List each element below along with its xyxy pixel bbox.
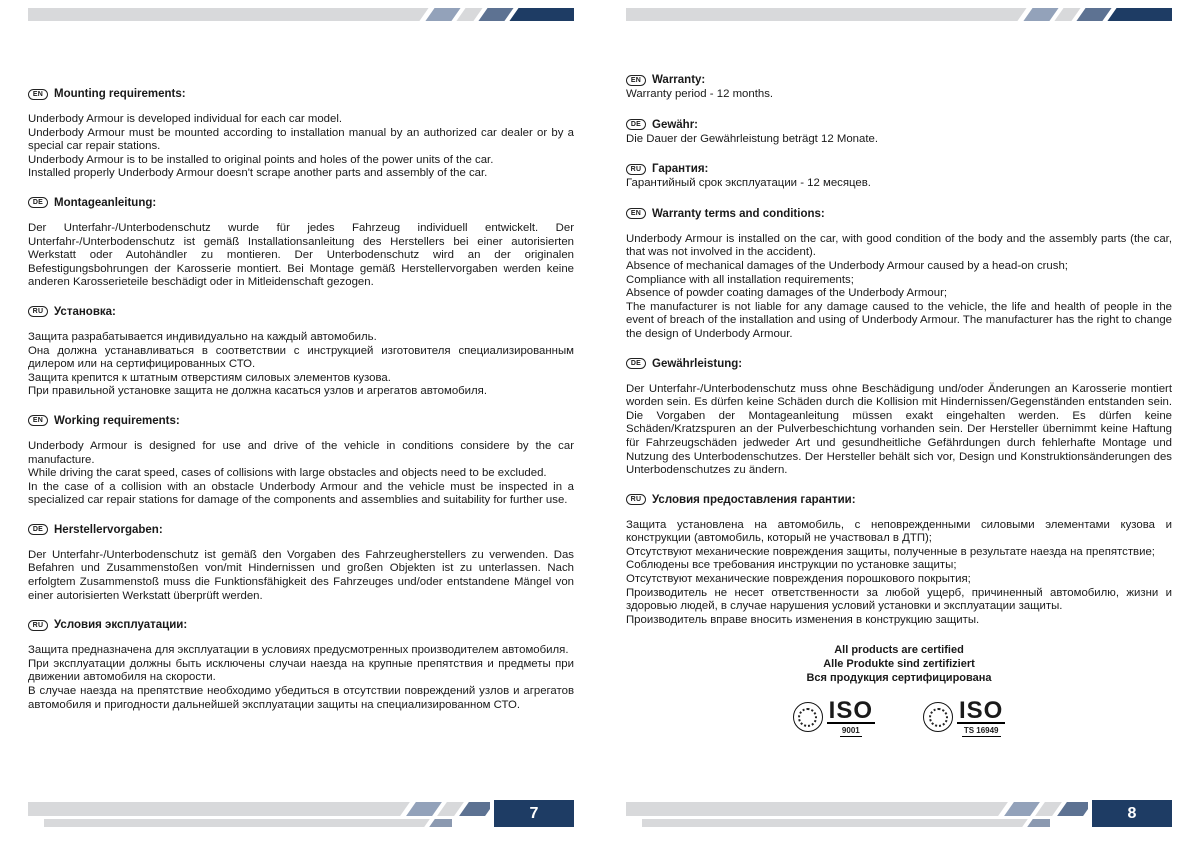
doc-section	[28, 524, 574, 603]
section-heading	[626, 358, 1172, 370]
section-title: Условия эксплуатации:	[54, 619, 188, 632]
doc-section	[626, 163, 1172, 191]
paragraph: In the case of a collision with an obstacle Underbody Armour and the vehicle must be inspected in a specialized car repair stations for damage of the components and assemblies and suitability for further use.	[28, 480, 574, 507]
header-stripe-bar	[626, 8, 1172, 21]
paragraph: При правильной установке защита не должна касаться узлов и агрегатов автомобиля.	[28, 385, 488, 398]
language-badge: DE	[28, 197, 48, 208]
doc-section	[626, 74, 1172, 102]
language-badge: RU	[626, 164, 646, 175]
page-number: 8	[1092, 800, 1172, 827]
iso-stamp-icon	[793, 702, 823, 732]
stripe-segment	[459, 802, 490, 816]
section-title: Warranty:	[652, 74, 706, 86]
paragraph: Der Unterfahr-/Unterbodenschutz muss ohne Beschädigung und/oder Änderungen an Karosserie montiert worden sein. Es dürfen keine Schäden durch die Kollision mit Hindernissen/Gegenständen entstanden sein. Die Vorgaben der Montageanleitung müssen exakt eingehalten werden. Es dürfen keine Schäden/Kratzspuren an der Pulverbeschichtung vorhanden sein. Der Hersteller übernimmt keine Haftung für Fahrzeugschäden jedweder Art und gesundheitliche Gefährdungen durch fehlerhafte Montage und Nutzung des Unterbodenschutzes. Der Hersteller behält sich vor, Design und Konstruktionsänderungen des Unterbodenschutzes zu ändern.	[626, 382, 1172, 477]
page-footer	[626, 800, 1172, 828]
section-title: Montageanleitung:	[54, 196, 157, 209]
doc-section	[626, 208, 1172, 342]
section-heading	[626, 163, 1172, 175]
stripe-segment	[28, 802, 410, 816]
iso-stamp-ring	[929, 708, 948, 727]
section-heading	[626, 208, 1172, 220]
section-heading	[626, 494, 1172, 506]
doc-section	[28, 197, 574, 290]
paragraph: Underbody Armour must be mounted according to installation manual by an authorized car dealer or by a special car repair stations.	[28, 126, 574, 153]
paragraph: Производитель вправе вносить изменения в конструкцию защиты.	[626, 613, 980, 626]
iso-mark	[957, 699, 1005, 737]
paragraph: Гарантийный срок эксплуатации - 12 месяцев.	[626, 177, 871, 190]
iso-subtitle: TS 16949	[963, 726, 999, 736]
section-heading	[28, 306, 574, 318]
stripe-segment	[642, 819, 1028, 827]
section-title: Warranty terms and conditions:	[652, 207, 825, 220]
section-heading	[28, 197, 574, 209]
paragraph: Der Unterfahr-/Unterbodenschutz wurde für jedes Fahrzeug individuell entwickelt. Der Unterfahr-/Unterbodenschutz ist gemäß Installationsanleitung des Herstellers bei einer autorisierten Werkstatt oder Autohändler zu montieren. Der Unterbodenschutz wird an der originalen Befestigungsbohrungen der Karosserie montiert. Bei Montage gemäß Herstellervorgaben werden keine anderen Karosserieteile beschädigt oder in Mitleidenschaft gezogen.	[28, 221, 574, 289]
section-title: Working requirements:	[54, 414, 180, 427]
section-title: Mounting requirements:	[54, 88, 186, 100]
stripe-segment	[1057, 802, 1088, 816]
language-badge: DE	[626, 358, 646, 369]
iso-logos	[626, 699, 1172, 737]
stripe-segment	[478, 8, 513, 21]
paragraph: Underbody Armour is designed for use and drive of the vehicle in conditions considere by the car manufacture.	[28, 439, 574, 466]
paragraph: Underbody Armour is developed individual for each car model.	[28, 113, 343, 125]
certification-line: All products are certified	[834, 644, 964, 657]
stripe-segment	[626, 8, 1027, 21]
paragraph: Underbody Armour is to be installed to original points and holes of the power units of the car.	[28, 153, 494, 166]
certification-block	[626, 643, 1172, 737]
section-heading	[28, 524, 574, 536]
paragraph: Die Dauer der Gewährleistung beträgt 12 Monate.	[626, 132, 879, 145]
page-number: 7	[494, 800, 574, 827]
language-badge: DE	[28, 524, 48, 535]
page-content	[626, 74, 1172, 737]
page-7	[28, 0, 574, 848]
paragraph: While driving the carat speed, cases of collisions with large obstacles and objects need to be excluded.	[28, 467, 547, 480]
footer-stripe-bar	[28, 802, 490, 816]
paragraph: Underbody Armour is installed on the car, with good condition of the body and the assembly parts (the car, that was not involved in the accident).	[626, 232, 1172, 259]
footer-substripe-bar	[642, 819, 1050, 827]
section-title: Гарантия:	[652, 163, 709, 176]
stripe-segment	[1027, 819, 1050, 827]
stripe-segment	[626, 802, 1008, 816]
language-badge: EN	[28, 415, 48, 426]
iso-stamp-ring	[798, 708, 817, 727]
section-title: Herstellervorgaben:	[54, 523, 163, 536]
stripe-segment	[509, 8, 574, 21]
stripe-segment	[406, 802, 442, 816]
language-badge: EN	[626, 75, 646, 86]
paragraph: Compliance with all installation requirements;	[626, 273, 854, 286]
paragraph: Absence of powder coating damages of the Underbody Armour;	[626, 287, 948, 300]
doc-section	[28, 306, 574, 399]
language-badge: RU	[28, 306, 48, 317]
paragraph: Отсутствуют механические повреждения защиты, полученные в результате наезда на препятствие;	[626, 545, 1155, 558]
stripe-segment	[425, 8, 460, 21]
iso-logo	[793, 699, 875, 737]
certification-line: Вся продукция сертифицирована	[806, 672, 992, 685]
doc-section	[28, 88, 574, 181]
stripe-segment	[28, 8, 429, 21]
stripe-segment	[1004, 802, 1040, 816]
doc-section	[626, 358, 1172, 478]
paragraph: Absence of mechanical damages of the Underbody Armour caused by a head-on crush;	[626, 259, 1068, 272]
paragraph: Защита крепится к штатным отверстиям силовых элементов кузова.	[28, 371, 391, 384]
stripe-segment	[1107, 8, 1172, 21]
stripe-segment	[1023, 8, 1058, 21]
iso-word: ISO	[959, 697, 1004, 725]
footer-stripe-bar	[626, 802, 1088, 816]
iso-stamp-icon	[923, 702, 953, 732]
paragraph: Защита предназначена для эксплуатации в условиях предусмотренных производителем автомобиля.	[28, 644, 569, 657]
language-badge: EN	[28, 89, 48, 100]
paragraph: Производитель не несет ответственности за любой ущерб, причиненный автомобилю, жизни и здоровью людей, в случае нарушения условий установки и эксплуатации защиты.	[626, 586, 1172, 613]
iso-subtitle: 9001	[841, 726, 860, 736]
doc-section	[28, 619, 574, 712]
section-title: Установка:	[54, 305, 116, 318]
language-badge: RU	[28, 620, 48, 631]
iso-word: ISO	[828, 697, 873, 725]
paragraph: При эксплуатации должны быть исключены случаи наезда на крупные препятствия и предметы при движении автомобиля на скорости.	[28, 657, 574, 684]
language-badge: EN	[626, 208, 646, 219]
language-badge: RU	[626, 494, 646, 505]
section-title: Gewährleistung:	[652, 357, 743, 370]
section-heading	[626, 74, 1172, 86]
stripe-segment	[44, 819, 430, 827]
doc-section	[28, 415, 574, 508]
iso-mark	[827, 699, 875, 737]
paragraph: Отсутствуют механические повреждения порошкового покрытия;	[626, 573, 971, 586]
paragraph: Соблюдены все требования инструкции по установке защиты;	[626, 559, 957, 572]
section-heading	[28, 415, 574, 427]
footer-substripe-bar	[44, 819, 452, 827]
language-badge: DE	[626, 119, 646, 130]
paragraph: Защита установлена на автомобиль, с неповрежденными силовыми элементами кузова и конструкции (автомобиль, который не участвовал в ДТП);	[626, 518, 1172, 545]
section-heading	[28, 88, 574, 100]
section-title: Условия предоставления гарантии:	[652, 493, 856, 506]
paragraph: Она должна устанавливаться в соответствии с инструкцией изготовителя специализированным дилером или на сертифицированных СТО.	[28, 344, 574, 371]
doc-section	[626, 119, 1172, 147]
page-8	[626, 0, 1172, 848]
certification-line: Alle Produkte sind zertifiziert	[823, 658, 975, 671]
paragraph: Warranty period - 12 months.	[626, 88, 774, 100]
page-content	[28, 88, 574, 728]
paragraph: The manufacturer is not liable for any damage caused to the vehicle, the life and health of people in the event of breach of the installation and using of Underbody Armour. The manufacturer has the right to change the design of Underbody Armour.	[626, 300, 1172, 340]
stripe-segment	[1076, 8, 1111, 21]
paragraph: В случае наезда на препятствие необходимо убедиться в отсутствии повреждений узлов и агрегатов автомобиля и пригодности дальнейшей эксплуатации защиты на специализированном СТО.	[28, 685, 574, 711]
paragraph: Installed properly Underbody Armour doesn't scrape another parts and assembly of the car.	[28, 167, 488, 180]
header-stripe-bar	[28, 8, 574, 21]
doc-section	[626, 494, 1172, 628]
paragraph: Защита разрабатывается индивидуально на каждый автомобиль.	[28, 330, 377, 343]
iso-logo	[923, 699, 1005, 737]
page-footer	[28, 800, 574, 828]
stripe-segment	[429, 819, 452, 827]
section-heading	[626, 119, 1172, 131]
paragraph: Der Unterfahr-/Unterbodenschutz ist gemäß den Vorgaben des Fahrzeugherstellers zu verwenden. Das Befahren und Zusammenstoßen von/mit Hindernissen und großen Objekten ist zu unterlassen. Nach erfolgtem Zusammenstoß muss die Funktionsfähigkeit des Fahrzeuges und/oder entstandene Mängel von einer autorisierten Werkstatt überprüft werden.	[28, 548, 574, 602]
section-title: Gewähr:	[652, 118, 699, 131]
section-heading	[28, 619, 574, 631]
